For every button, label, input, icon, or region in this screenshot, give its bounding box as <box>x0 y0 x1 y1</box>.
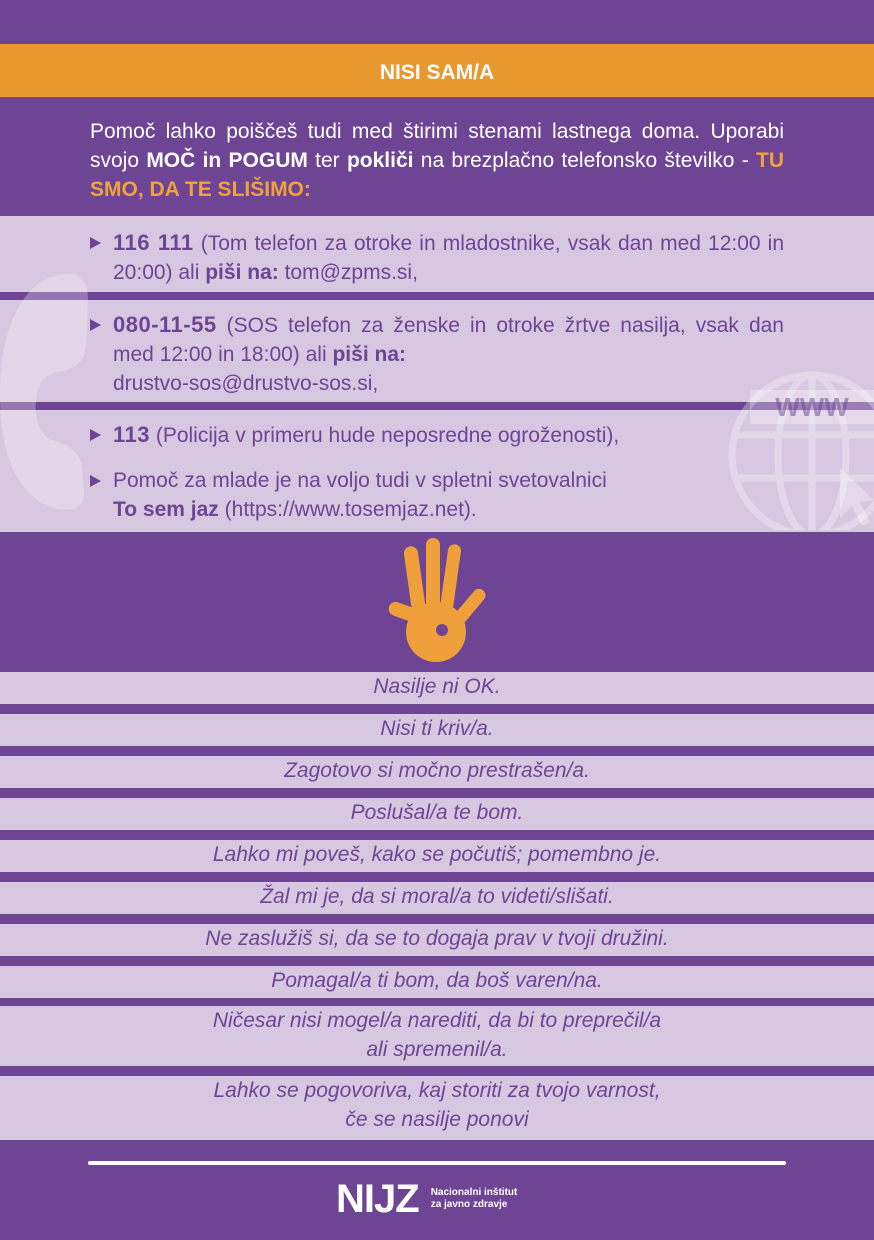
intro-highlight: TU SMO, DA TE SLIŠIMO: <box>90 149 784 201</box>
nijz-logo <box>336 1174 517 1224</box>
message-band: Nisi ti kriv/a. <box>0 714 874 746</box>
message-band: Poslušal/a te bom. <box>0 798 874 830</box>
handprint-icon <box>380 536 492 666</box>
bullet-icon <box>90 429 101 441</box>
svg-text:WWW: WWW <box>775 392 849 422</box>
message-band: Zagotovo si močno prestrašen/a. <box>0 756 874 788</box>
message-band: Ne zaslužiš si, da se to dogaja prav v tvoji družini. <box>0 924 874 956</box>
message-band: Žal mi je, da si moral/a to videti/slišati. <box>0 882 874 914</box>
logo-line-1: Nacionalni inštitut <box>430 1187 518 1198</box>
title-banner <box>0 44 874 97</box>
message-band: Ničesar nisi mogel/a narediti, da bi to preprečil/a ali spremenil/a. <box>0 1006 874 1066</box>
logo-line-2: za javno zdravje <box>430 1199 508 1210</box>
contact-item: Pomoč za mlade je na voljo tudi v spletni svetovalnici To sem jaz (https://www.tosemjaz.net). <box>90 466 784 524</box>
page-title: NISI SAM/A <box>379 61 495 84</box>
footer-divider <box>88 1161 786 1165</box>
phone-icon <box>0 270 100 510</box>
message-band: Lahko mi poveš, kako se počutiš; pomembno je. <box>0 840 874 872</box>
logo-mark: NIJZ <box>336 1177 419 1221</box>
bullet-icon <box>90 237 101 249</box>
intro-paragraph: Pomoč lahko poiščeš tudi med štirimi stenami lastnega doma. Uporabi svojo MOČ in POGUM ter pokliči na brezplačno telefonsko številko - TU SMO, DA TE SLIŠIMO: <box>90 120 784 201</box>
bullet-icon <box>90 319 101 331</box>
message-band: Pomagal/a ti bom, da boš varen/na. <box>0 966 874 998</box>
contact-item: 113 (Policija v primeru hude neposredne ogroženosti), <box>90 420 784 450</box>
contact-item: 080-11-55 (SOS telefon za ženske in otroke žrtve nasilja, vsak dan med 12:00 in 18:00) ali piši na: drustvo-sos@drustvo-sos.si, <box>90 310 784 398</box>
message-band: Lahko se pogovoriva, kaj storiti za tvojo varnost, če se nasilje ponovi <box>0 1076 874 1140</box>
contact-item: 116 111 (Tom telefon za otroke in mladostnike, vsak dan med 12:00 in 20:00) ali piši na: tom@zpms.si, <box>90 228 784 287</box>
message-band: Nasilje ni OK. <box>0 672 874 704</box>
bullet-icon <box>90 475 101 487</box>
